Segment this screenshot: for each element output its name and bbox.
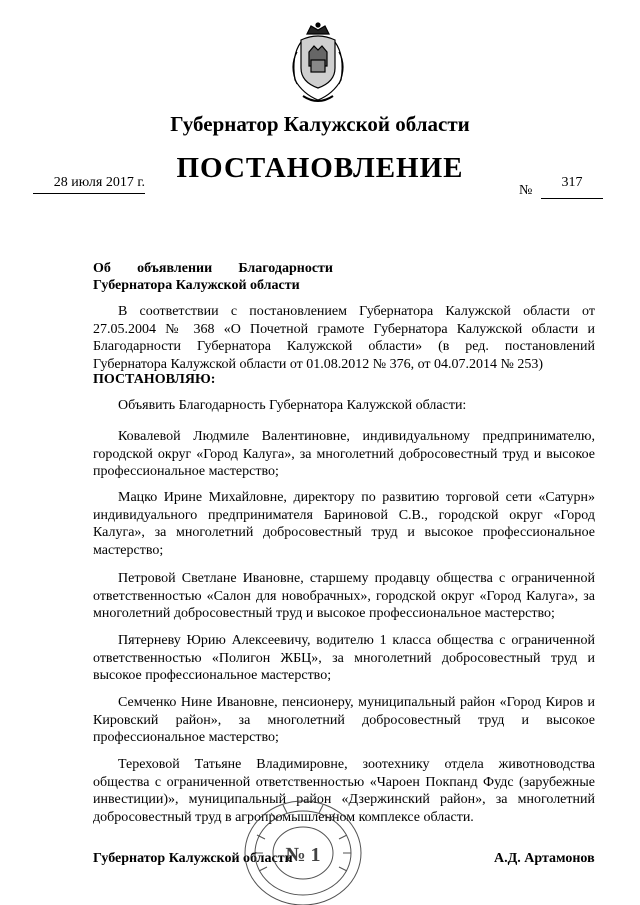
subject-word: Об bbox=[93, 261, 111, 276]
document-number: 317 bbox=[541, 175, 603, 199]
official-seal-icon bbox=[243, 795, 365, 905]
issuing-authority: Губернатор Калужской области bbox=[170, 112, 470, 136]
decree-word: ПОСТАНОВЛЯЮ: bbox=[93, 372, 216, 387]
document-type-title: ПОСТАНОВЛЕНИЕ bbox=[176, 152, 464, 184]
subject-word: объявлении bbox=[137, 261, 213, 276]
document-date: 28 июля 2017 г. bbox=[33, 175, 145, 194]
document-subject bbox=[93, 260, 333, 294]
seal-number: № 1 bbox=[285, 844, 321, 866]
awardee-paragraph: Пятерневу Юрию Алексеевичу, водителю 1 класса общества с ограниченной ответственностью «Полигон ЖБЦ», за многолетний добросовестный труд и высокое профессиональное мастерство; bbox=[93, 633, 595, 683]
subject-line: Губернатора Калужской области bbox=[93, 278, 300, 293]
awardee-paragraph: Петровой Светлане Ивановне, старшему продавцу общества с ограниченной ответственностью «Салон для новобрачных», городской округ «Город Калуга», за многолетний добросовестный труд и высокое профессиональное мастерство; bbox=[93, 571, 595, 621]
preamble-paragraph: В соответствии с постановлением Губернатора Калужской области от 27.05.2004 № 368 «О Почетной грамоте Губернатора Калужской области и Благодарности Губернатора Калужской области» (в ред. постановлений Губернатора Калужской области от 01.08.2012 № 376, от 04.07.2014 № 253) bbox=[93, 304, 595, 372]
awardee-paragraph: Ковалевой Людмиле Валентиновне, индивидуальному предпринимателю, городской округ «Город Калуга», за многолетний добросовестный труд и высокое профессиональное мастерство; bbox=[93, 429, 595, 479]
signatory-title: Губернатор Калужской области bbox=[93, 851, 293, 866]
intro-paragraph: Объявить Благодарность Губернатора Калужской области: bbox=[118, 398, 467, 413]
awardee-paragraph: Тереховой Татьяне Владимировне, зоотехнику отдела животноводства общества с ограниченной ответственностью «Чароен Покпанд Фудс (зарубежные инвестиции)», муниципальный район «Дзержинский район», за многолетний добросовестный труд в агропромышленном комплексе области. bbox=[93, 757, 595, 825]
signatory-name: А.Д. Артамонов bbox=[494, 851, 595, 866]
awardee-paragraph: Семченко Нине Ивановне, пенсионеру, муниципальный район «Город Киров и Кировский район», за многолетний добросовестный труд и высокое профессиональное мастерство; bbox=[93, 695, 595, 745]
coat-of-arms-icon bbox=[287, 22, 349, 106]
awardee-paragraph: Мацко Ирине Михайловне, директору по развитию торговой сети «Сатурн» индивидуального предпринимателя Бариновой С.В., городской округ «Город Калуга», за многолетний добросовестный труд и высокое профессиональное мастерство; bbox=[93, 490, 595, 558]
subject-word: Благодарности bbox=[238, 261, 333, 276]
document-number-label: № bbox=[519, 183, 533, 198]
